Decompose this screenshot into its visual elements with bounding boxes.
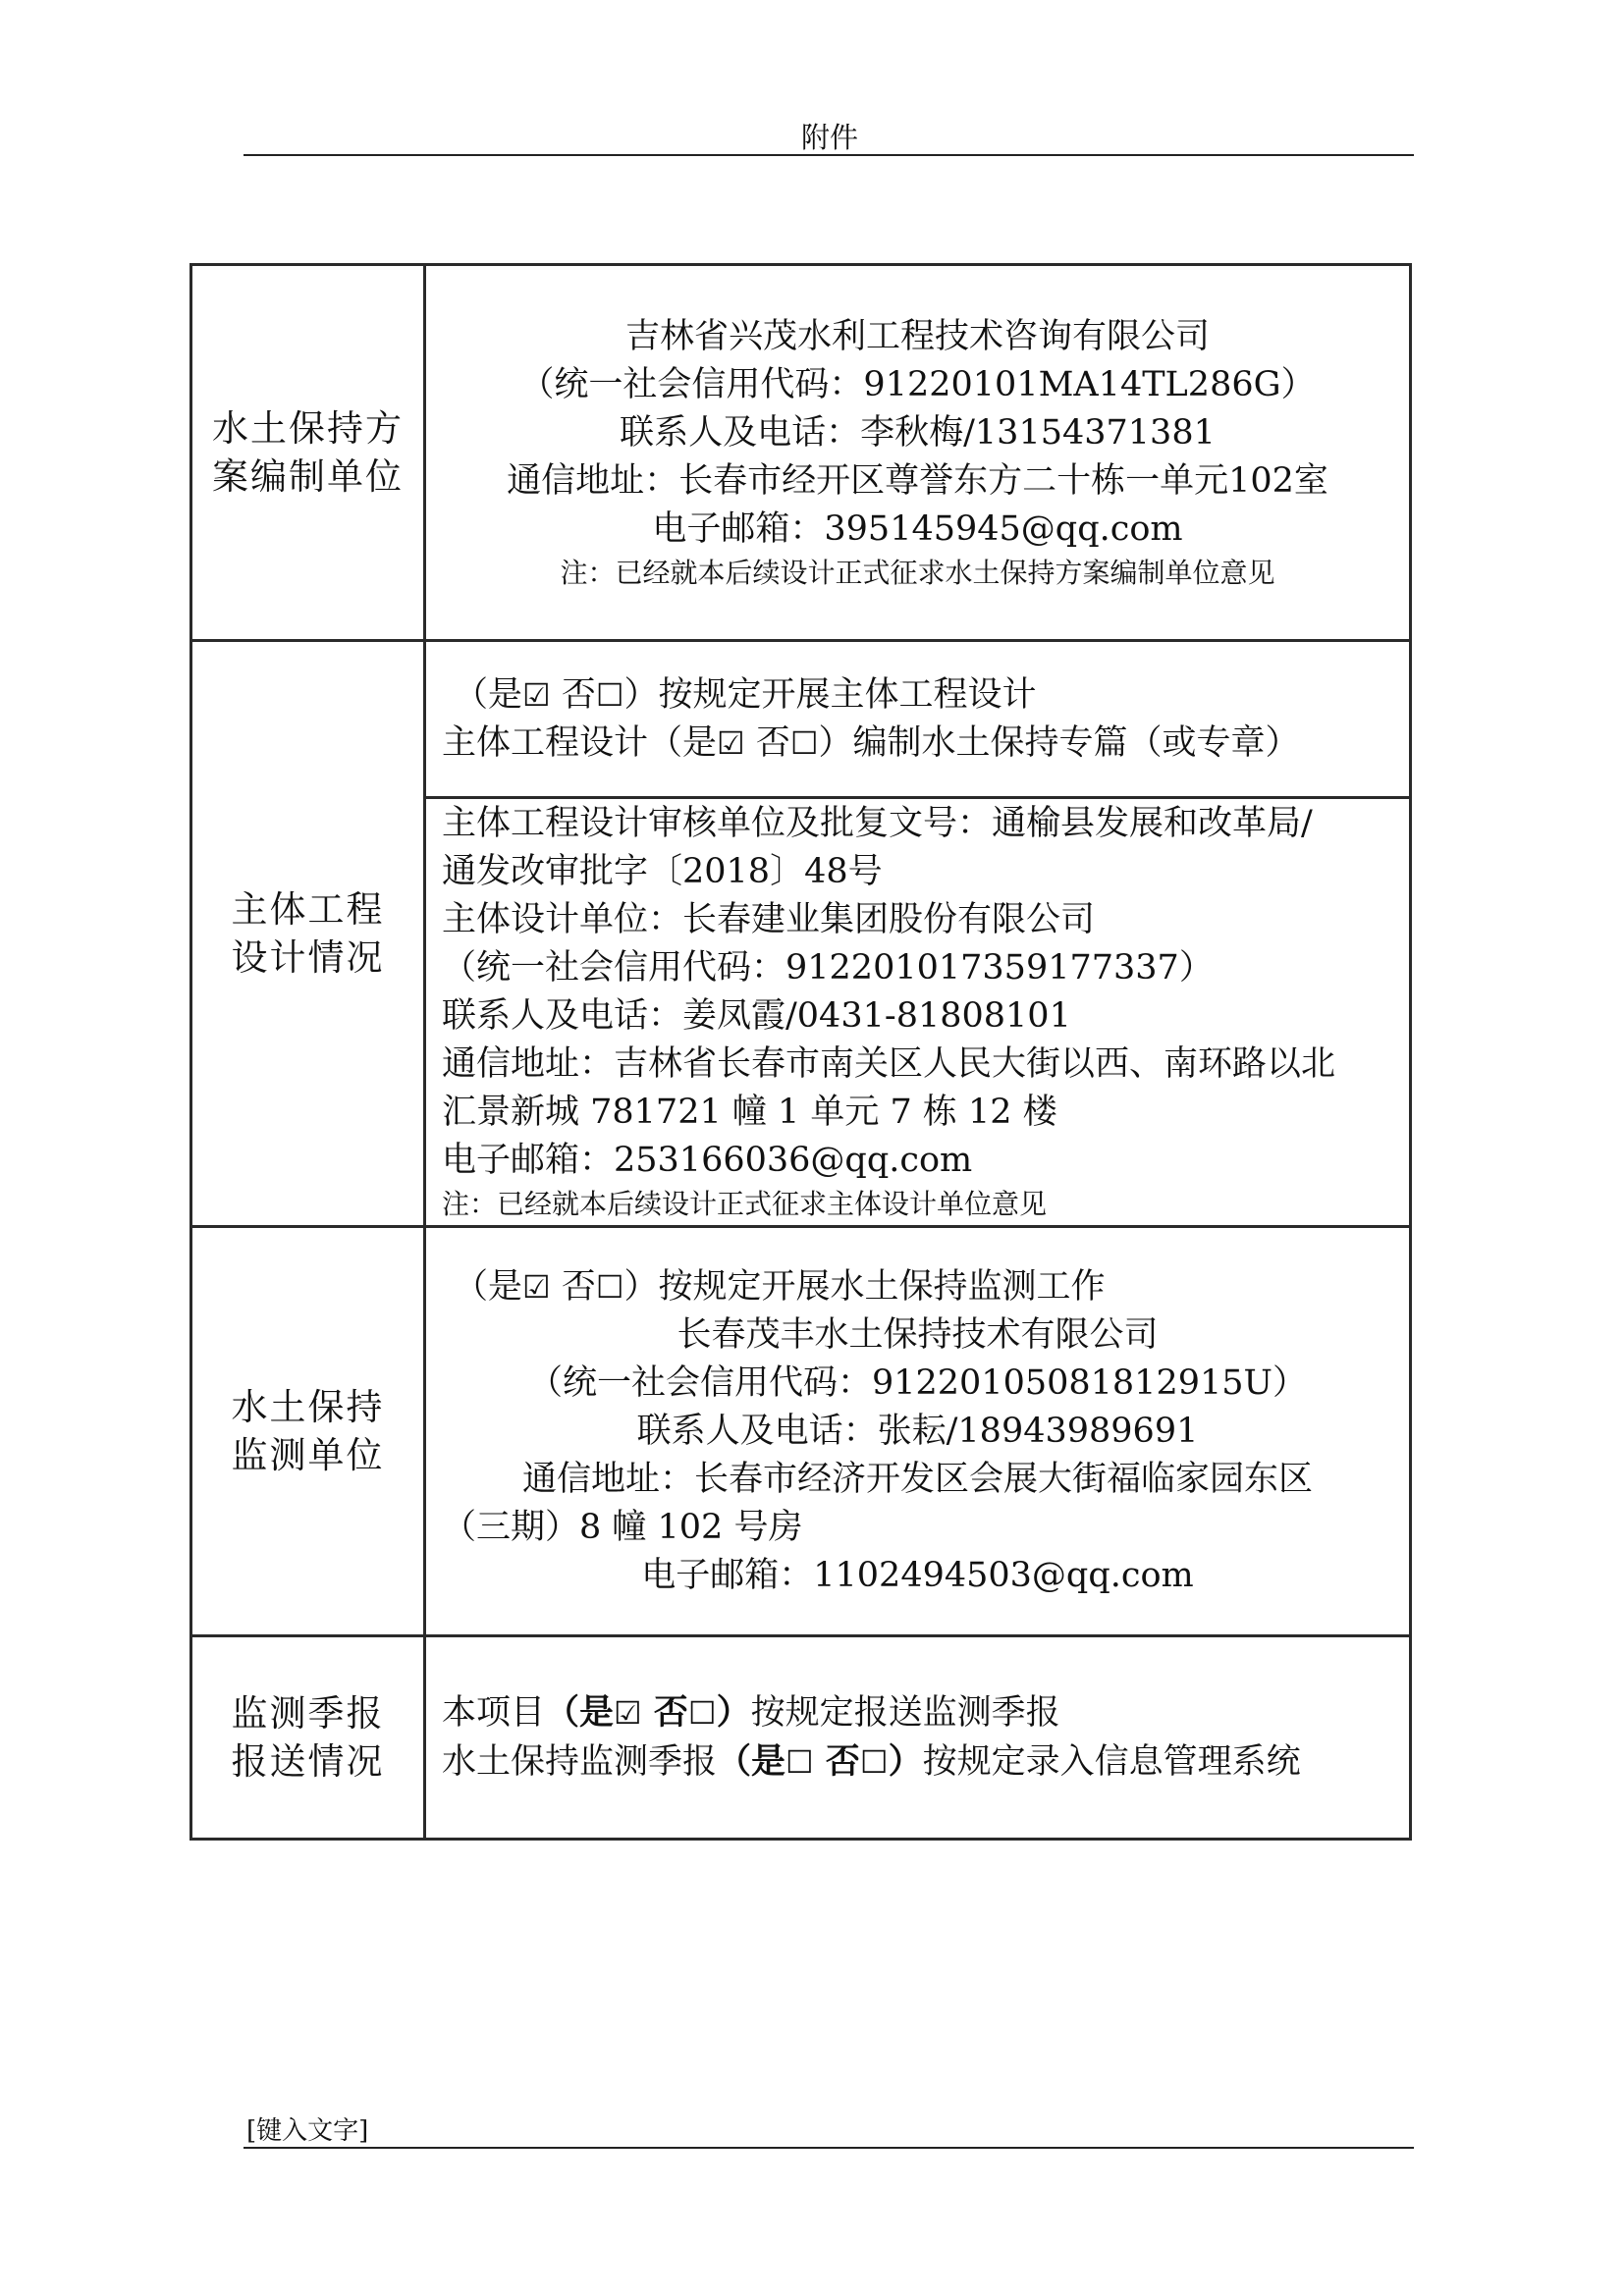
- footer-rule: [244, 2147, 1414, 2149]
- plan-company: 吉林省兴茂水利工程技术咨询有限公司: [624, 316, 1210, 356]
- design-approval-no: 通发改审批字〔2018〕48号: [442, 852, 883, 891]
- row-monitor-unit: [191, 1227, 1411, 1636]
- design-address-line2: 汇景新城 781721 幢 1 单元 7 栋 12 楼: [442, 1093, 1057, 1132]
- unchecked-box-icon: ☐: [595, 1267, 624, 1306]
- unchecked-box-icon: ☐: [789, 723, 819, 762]
- monitor-credit-code: （统一社会信用代码：91220105081812915U）: [527, 1362, 1308, 1403]
- design-review-unit: 主体工程设计审核单位及批复文号：通榆县发展和改革局/: [442, 804, 1313, 843]
- label-plan-unit: [191, 265, 425, 641]
- checked-box-icon: ☑: [522, 675, 551, 714]
- info-table: [189, 263, 1412, 1841]
- quarterly-submit-line: 本项目（是☑ 否☐）按规定报送监测季报: [426, 1688, 1409, 1737]
- unchecked-box-icon: ☐: [859, 1743, 889, 1781]
- design-note: 注：已经就本后续设计正式征求主体设计单位意见: [442, 1188, 1048, 1220]
- plan-contact: 联系人及电话：李秋梅/13154371381: [620, 412, 1216, 453]
- quarterly-system-line: 水土保持监测季报（是☐ 否☐）按规定录入信息管理系统: [426, 1737, 1409, 1787]
- header-rule: [244, 154, 1414, 156]
- label-line: 水土保持: [231, 1386, 385, 1428]
- design-address-line1: 通信地址：吉林省长春市南关区人民大街以西、南环路以北: [442, 1044, 1336, 1084]
- checked-box-icon: ☑: [614, 1694, 642, 1732]
- content-quarterly-report: [425, 1636, 1411, 1840]
- row-design-checks: [191, 641, 1411, 798]
- label-line: 设计情况: [231, 936, 385, 979]
- checked-box-icon: ☑: [717, 723, 745, 762]
- plan-email: 电子邮箱：395145945@qq.com: [652, 508, 1183, 549]
- design-contact: 联系人及电话：姜凤霞/0431-81808101: [442, 996, 1071, 1036]
- content-plan-unit: [425, 265, 1411, 641]
- unchecked-box-icon: ☐: [687, 1694, 717, 1732]
- row-quarterly-report: [191, 1636, 1411, 1840]
- label-line: 案编制单位: [212, 455, 404, 498]
- monitor-address-line2: （三期）8 幢 102 号房: [442, 1507, 803, 1547]
- monitor-contact: 联系人及电话：张耘/18943989691: [636, 1411, 1199, 1451]
- checked-box-icon: ☑: [522, 1267, 551, 1306]
- monitor-email: 电子邮箱：1102494503@qq.com: [641, 1555, 1194, 1595]
- label-line: 监测季报: [231, 1692, 385, 1735]
- label-line: 监测单位: [231, 1434, 385, 1476]
- plan-address: 通信地址：长春市经开区尊誉东方二十栋一单元102室: [507, 460, 1328, 501]
- label-line: 水土保持方: [212, 407, 404, 450]
- design-credit-code: （统一社会信用代码：912201017359177337）: [442, 948, 1214, 988]
- label-design: [191, 641, 425, 1227]
- label-line: 报送情况: [231, 1740, 385, 1783]
- design-unit: 主体设计单位：长春建业集团股份有限公司: [442, 900, 1096, 939]
- footer-placeholder-text: [键入文字]: [246, 2116, 369, 2146]
- unchecked-box-icon: ☐: [595, 675, 624, 714]
- chapter-check-line: 主体工程设计（是☑ 否☐）编制水土保持专篇（或专章）: [426, 720, 1409, 768]
- design-email: 电子邮箱：253166036@qq.com: [442, 1141, 973, 1180]
- unchecked-box-icon: ☐: [785, 1743, 814, 1781]
- monitor-check-line: （是☑ 否☐）按规定开展水土保持监测工作: [426, 1263, 1409, 1311]
- label-quarterly-report: [191, 1636, 425, 1840]
- plan-note: 注：已经就本后续设计正式征求水土保持方案编制单位意见: [560, 556, 1275, 589]
- content-monitor-unit: [425, 1227, 1411, 1636]
- row-plan-unit: [191, 265, 1411, 641]
- page-header-title: 附件: [800, 121, 858, 154]
- label-monitor-unit: [191, 1227, 425, 1636]
- monitor-address-line1: 通信地址：长春市经济开发区会展大街福临家园东区: [521, 1459, 1313, 1499]
- content-design-checks: [425, 641, 1411, 798]
- content-design-details: [425, 798, 1411, 1227]
- label-line: 主体工程: [231, 888, 385, 931]
- design-check-line: （是☑ 否☐）按规定开展主体工程设计: [426, 671, 1409, 720]
- plan-credit-code: （统一社会信用代码：91220101MA14TL286G）: [519, 364, 1316, 404]
- monitor-company: 长春茂丰水土保持技术有限公司: [677, 1314, 1159, 1355]
